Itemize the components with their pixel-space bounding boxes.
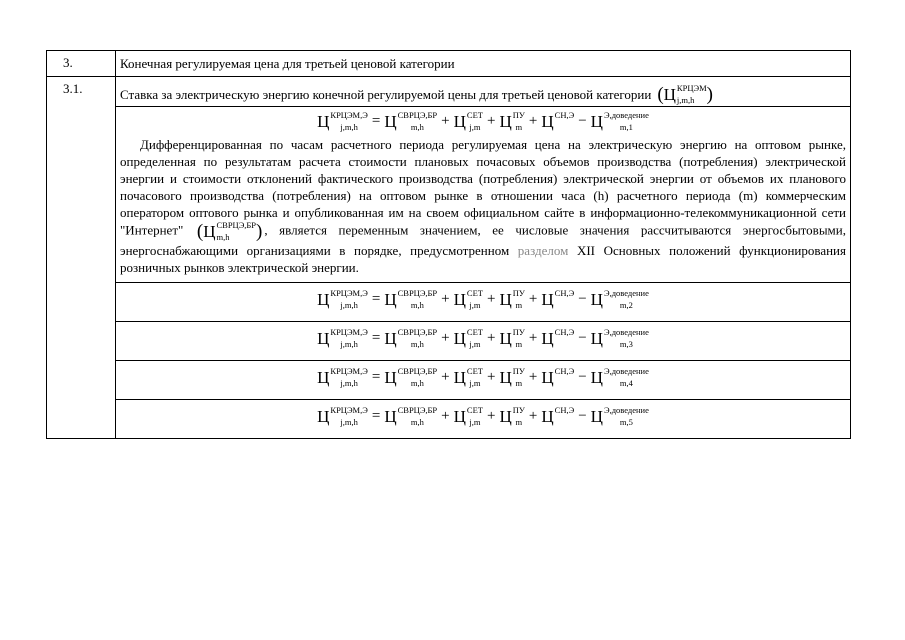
section-link[interactable]: разделом	[517, 243, 569, 258]
symbol-sup: СВРЦЭ,БР	[216, 220, 257, 230]
formula-3: Ц КРЦЭМ,Э j,m,h = Ц СВРЦЭ,БР m,h + Ц СЕТ j,m + Ц ПУ m + Ц СН,Э − Ц Э,доведение m,3	[317, 327, 649, 349]
row-text	[116, 400, 851, 439]
lhs-symbol: Ц КРЦЭМ,Э j,m,h	[317, 110, 368, 132]
table-row	[47, 322, 851, 361]
term-network: Ц СЕТ j,m	[453, 327, 483, 349]
term-markup: Ц СН,Э	[541, 110, 575, 131]
term-services: Ц ПУ m	[499, 110, 525, 132]
row-number: 3.1.	[47, 77, 116, 439]
term-services: Ц ПУ m	[499, 327, 525, 349]
term-delivery: Ц Э,доведение m,1	[590, 110, 649, 132]
lhs-symbol: Ц КРЦЭМ,Э j,m,h	[317, 327, 368, 349]
paragraph-text-3: XII Основных положений функционирования розничных рынков электрической энергии.	[120, 243, 846, 275]
term-wholesale: Ц СВРЦЭ,БР m,h	[384, 327, 438, 349]
term-markup: Ц СН,Э	[541, 288, 575, 309]
section-title: Конечная регулируемая цена для третьей ценовой категории	[120, 56, 455, 71]
table-row	[47, 400, 851, 439]
term-wholesale: Ц СВРЦЭ,БР m,h	[384, 288, 438, 310]
row-text	[116, 361, 851, 400]
symbol-sup: КРЦЭМ	[676, 83, 707, 93]
table-row	[47, 51, 851, 77]
inline-symbol: ( Ц СВРЦЭ,БР m,h )	[196, 220, 263, 242]
symbol-sub: m,h	[216, 232, 230, 242]
symbol-base: Ц	[663, 84, 676, 104]
formula-2: Ц КРЦЭМ,Э j,m,h = Ц СВРЦЭ,БР m,h + Ц СЕТ j,m + Ц ПУ m + Ц СН,Э − Ц Э,доведение m,2	[317, 288, 649, 310]
term-wholesale: Ц СВРЦЭ,БР m,h	[384, 110, 438, 132]
table-row	[47, 77, 851, 107]
term-network: Ц СЕТ j,m	[453, 110, 483, 132]
term-markup: Ц СН,Э	[541, 405, 575, 426]
lhs-symbol: Ц КРЦЭМ,Э j,m,h	[317, 288, 368, 310]
row-text	[116, 77, 851, 107]
subsection-title	[116, 77, 850, 106]
term-network: Ц СЕТ j,m	[453, 366, 483, 388]
subsection-title-text: Ставка за электрическую энергию конечной регулируемой цены для третьей ценовой категории	[120, 86, 652, 102]
table-row	[47, 107, 851, 283]
term-wholesale: Ц СВРЦЭ,БР m,h	[384, 366, 438, 388]
term-delivery: Ц Э,доведение m,3	[590, 327, 649, 349]
formula-5: Ц КРЦЭМ,Э j,m,h = Ц СВРЦЭ,БР m,h + Ц СЕТ j,m + Ц ПУ m + Ц СН,Э − Ц Э,доведение m,5	[317, 405, 649, 427]
open-paren: (	[657, 83, 664, 105]
row-text	[116, 51, 851, 77]
row-text	[116, 283, 851, 322]
term-network: Ц СЕТ j,m	[453, 288, 483, 310]
description-paragraph	[116, 132, 850, 282]
term-network: Ц СЕТ j,m	[453, 405, 483, 427]
price-table	[46, 50, 851, 439]
paragraph-text-2: , является переменным значением, ее числовые значения рассчитываются энергосбытовыми, энергоснабжающими организациями в порядке, предусмотренном	[120, 222, 846, 258]
term-delivery: Ц Э,доведение m,4	[590, 366, 649, 388]
term-services: Ц ПУ m	[499, 405, 525, 427]
row-number: 3.	[47, 51, 116, 77]
rate-symbol	[664, 84, 707, 105]
term-delivery: Ц Э,доведение m,2	[590, 288, 649, 310]
paragraph-text-1: Дифференцированная по часам расчетного периода регулируемая цена на электрическую энергию на оптовом рынке, определенная по результатам расчета стоимости плановых почасовых объемов производства (потребления) электрической энергии и стоимости отклонений фактического производства (потребления) электрической энергии от объемов их планового почасового производства (потребления) на оптовом рынке в отношении часа (h) расчетного периода (m) коммерческим оператором оптового рынка и опубликованная им на своем официальном сайте в информационно-телекоммуникационной сети "Интернет"	[120, 137, 846, 238]
term-delivery: Ц Э,доведение m,5	[590, 405, 649, 427]
table-row	[47, 361, 851, 400]
row-text	[116, 107, 851, 283]
term-markup: Ц СН,Э	[541, 366, 575, 387]
lhs-symbol: Ц КРЦЭМ,Э j,m,h	[317, 366, 368, 388]
term-wholesale: Ц СВРЦЭ,БР m,h	[384, 405, 438, 427]
term-markup: Ц СН,Э	[541, 327, 575, 348]
close-paren: )	[706, 83, 713, 105]
term-services: Ц ПУ m	[499, 366, 525, 388]
row-text	[116, 322, 851, 361]
lhs-symbol: Ц КРЦЭМ,Э j,m,h	[317, 405, 368, 427]
term-services: Ц ПУ m	[499, 288, 525, 310]
symbol-sub: j,m,h	[676, 95, 695, 105]
formula-1: Ц КРЦЭМ,Э j,m,h = Ц СВРЦЭ,БР m,h + Ц СЕТ j,m + Ц ПУ m + Ц СН,Э − Ц Э,доведение m,1	[317, 110, 649, 132]
formula-4: Ц КРЦЭМ,Э j,m,h = Ц СВРЦЭ,БР m,h + Ц СЕТ j,m + Ц ПУ m + Ц СН,Э − Ц Э,доведение m,4	[317, 366, 649, 388]
table-row	[47, 283, 851, 322]
symbol-base: Ц	[203, 222, 216, 241]
